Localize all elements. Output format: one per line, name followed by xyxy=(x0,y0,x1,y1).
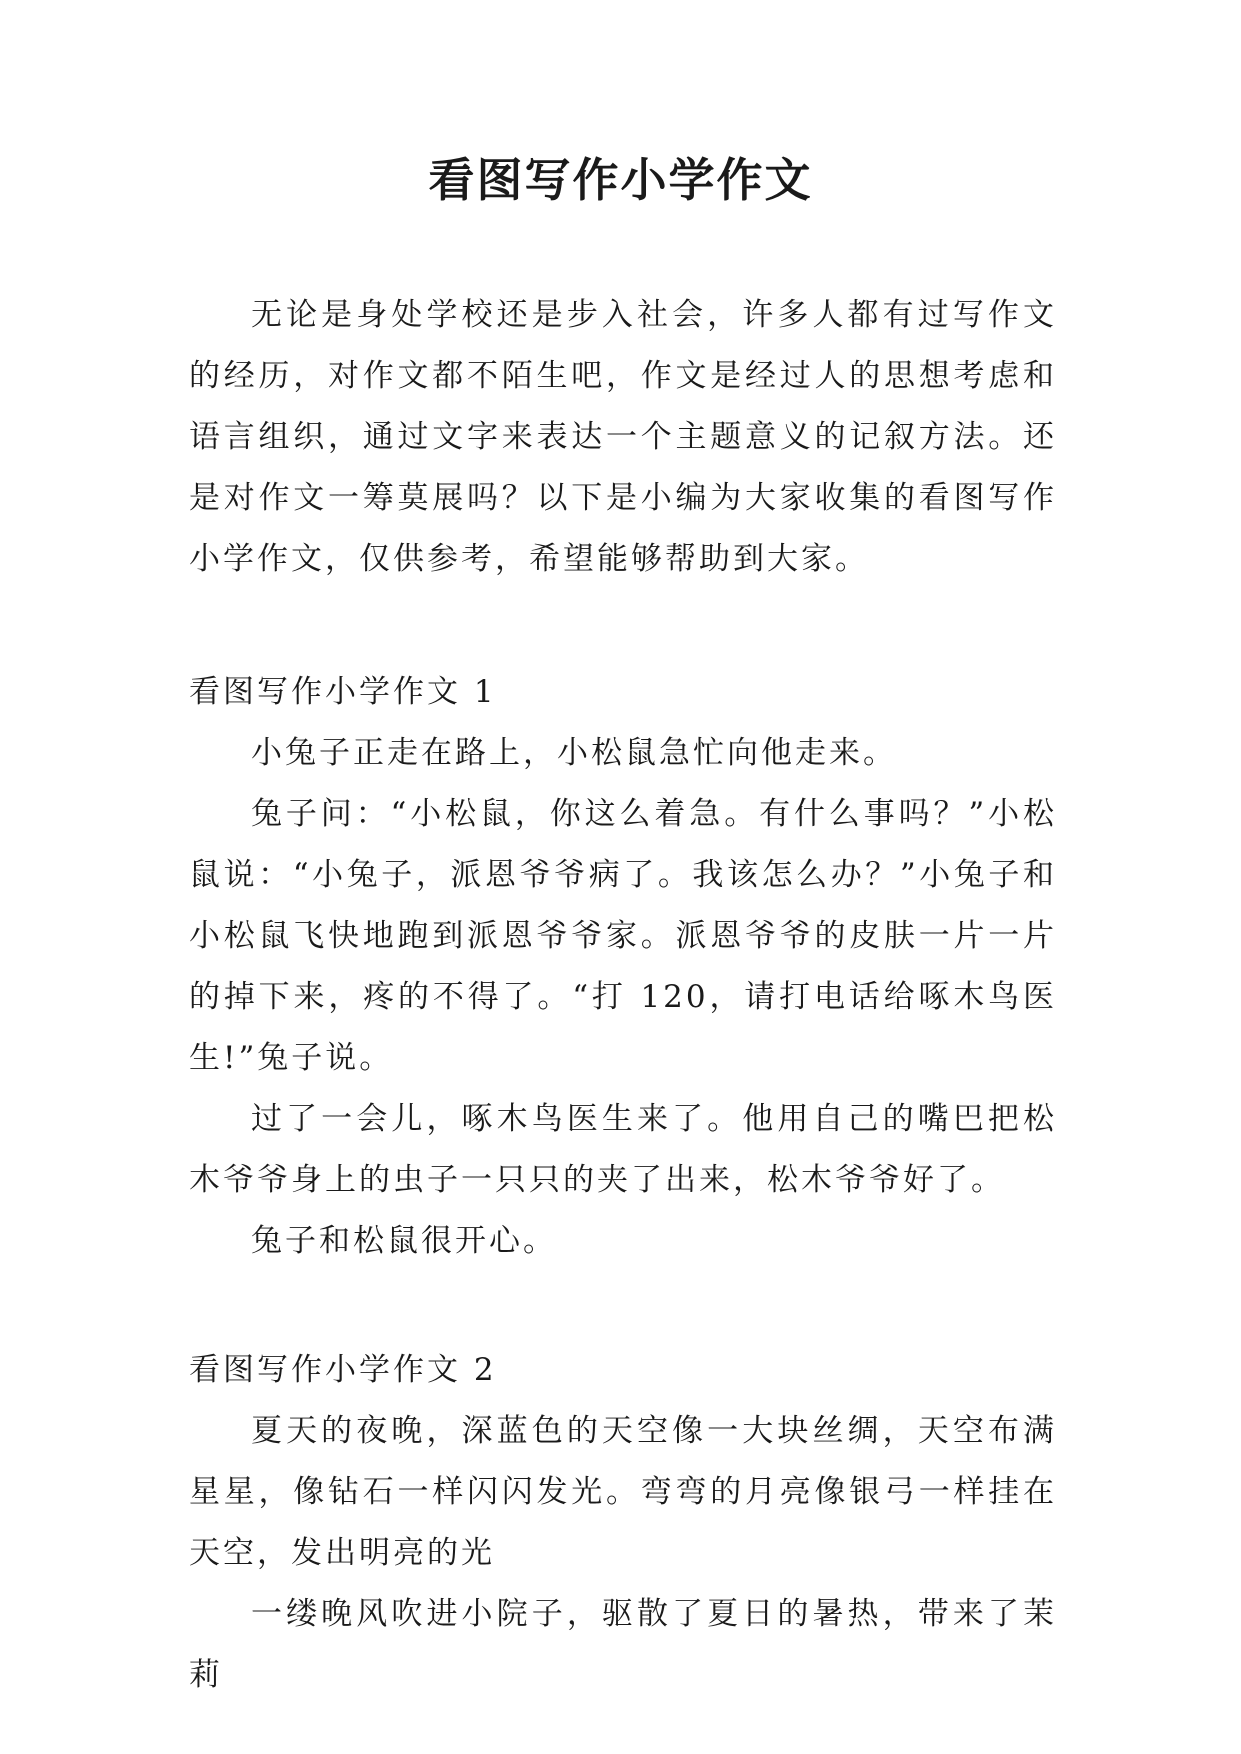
document-body xyxy=(189,285,1057,1706)
section-heading: 看图写作小学作文 1 xyxy=(189,674,497,710)
paragraph: 兔子问：“小松鼠，你这么着急。有什么事吗？”小松鼠说：“小兔子，派恩爷爷病了。我该怎么办？”小兔子和小松鼠飞快地跑到派恩爷爷家。派恩爷爷的皮肤一片一片的掉下来，疼的不得了。“打 120，请打电话给啄木鸟医生!”兔子说。 xyxy=(189,796,1057,1076)
document-title: 看图写作小学作文 xyxy=(428,153,813,207)
paragraph: 过了一会儿，啄木鸟医生来了。他用自己的嘴巴把松木爷爷身上的虫子一只只的夹了出来，松木爷爷好了。 xyxy=(189,1101,1057,1198)
intro-paragraph: 无论是身处学校还是步入社会，许多人都有过写作文的经历，对作文都不陌生吧，作文是经过人的思想考虑和语言组织，通过文字来表达一个主题意义的记叙方法。还是对作文一筹莫展吗？以下是小编为大家收集的看图写作小学作文，仅供参考，希望能够帮助到大家。 xyxy=(189,297,1057,577)
section-spacer xyxy=(189,590,1057,662)
paragraph: 一缕晚风吹进小院子，驱散了夏日的暑热，带来了茉莉 xyxy=(189,1596,1057,1693)
paragraph: 小兔子正走在路上，小松鼠急忙向他走来。 xyxy=(251,735,897,771)
paragraph: 兔子和松鼠很开心。 xyxy=(251,1223,557,1259)
essay-section-1 xyxy=(189,662,1057,1272)
essay-section-2 xyxy=(189,1340,1057,1706)
section-heading: 看图写作小学作文 2 xyxy=(189,1352,497,1388)
section-spacer xyxy=(189,1272,1057,1340)
paragraph: 夏天的夜晚，深蓝色的天空像一大块丝绸，天空布满星星，像钻石一样闪闪发光。弯弯的月亮像银弓一样挂在天空，发出明亮的光 xyxy=(189,1413,1057,1571)
